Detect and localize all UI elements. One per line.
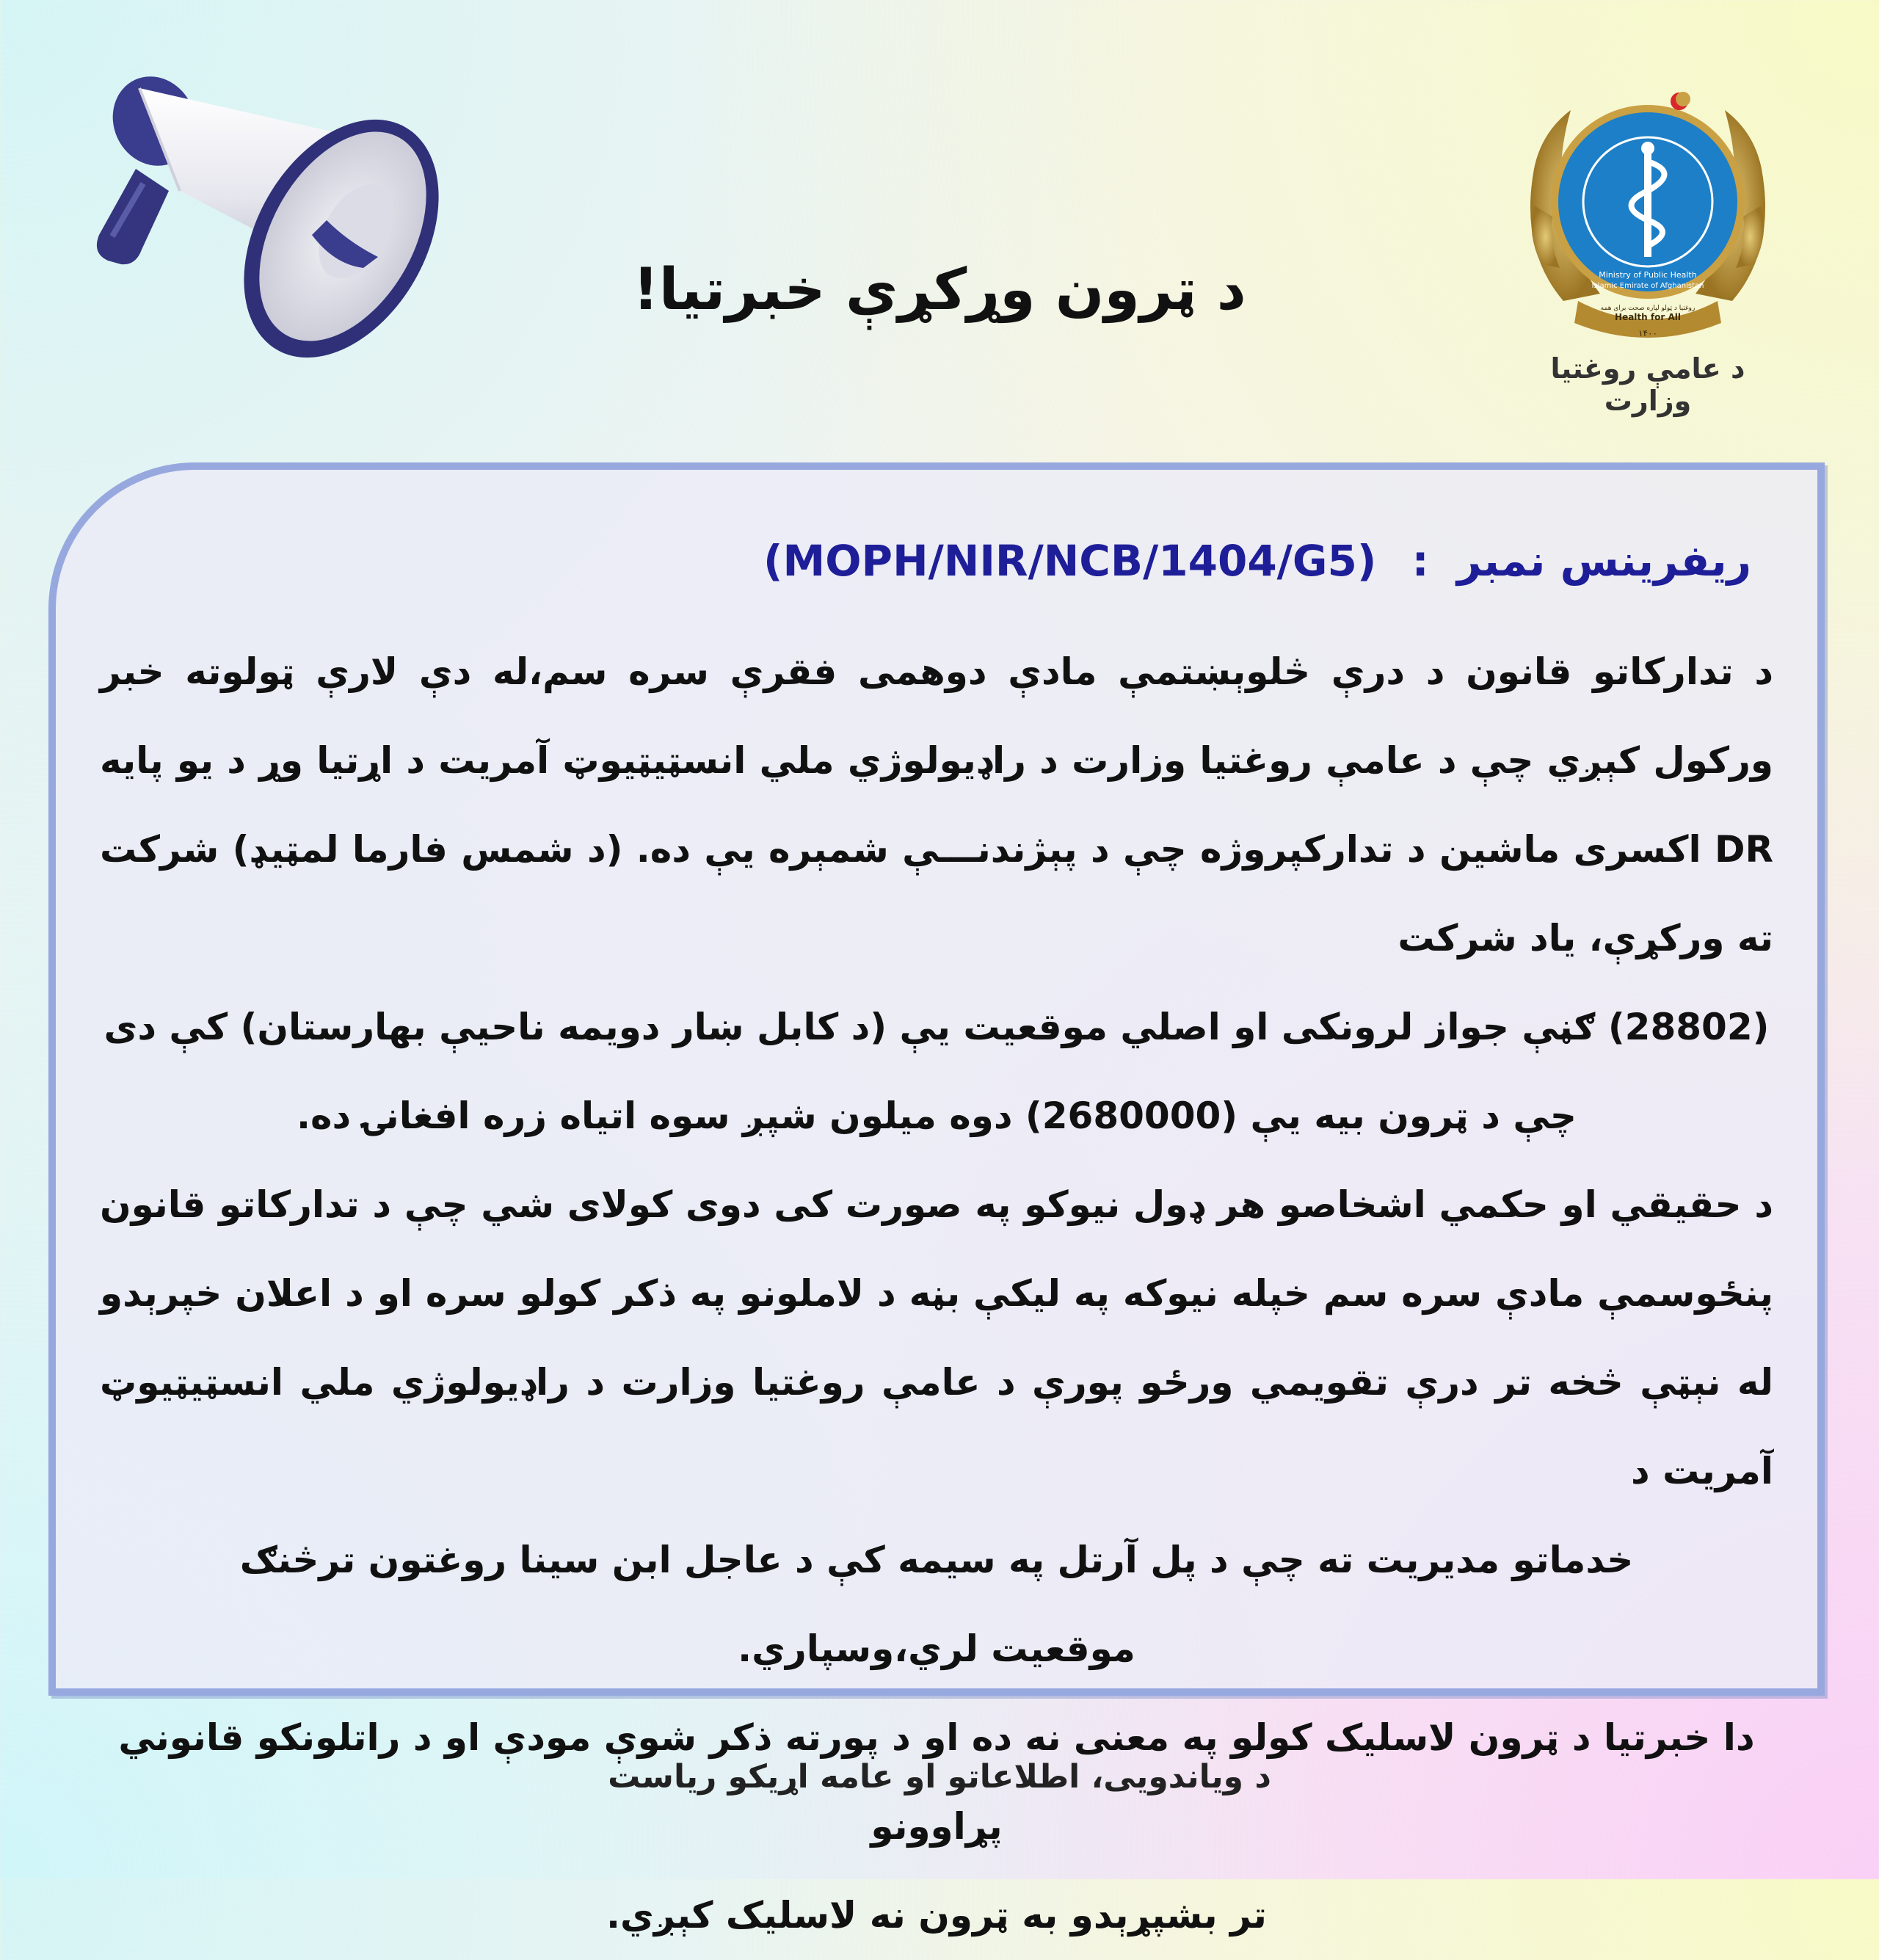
notice-paragraph-office: خدماتو مدیریت ته چې د پل آرتل په سیمه کې د عاجل ابن سینا روغتون ترڅنګ [239,1539,1634,1581]
footer-department: د ویاندویی، اطلاعاتو او عامه اړیکو ریاست [608,1758,1271,1796]
notice-paragraph-location: موقعیت لري،وسپاري. [738,1627,1135,1670]
megaphone-icon [70,44,466,382]
notice-paragraph-award: د تدارکاتو قانون د درې څلوېښتمې مادې دوهمی فقرې سره سم،له دې لارې ټولوته خبر ورکول کېږي چې د عامې روغتیا وزارت د راډیولوژي ملي انسټیټیوټ آمریت د اړتیا وړ د یو پایه DR اکسری ماشین د تدارکپروژه چې د پېژندنـــې شمېره یې ده. (د شمس فارما لمټیډ) شرکت ته ورکړې، یاد شرکت [100,650,1773,959]
reference-number [763,536,1751,586]
notice-paragraph-license: (28802) ګڼې جواز لرونکی او اصلي موقعیت یې (د کابل ښار دویمه ناحیې بهارستان) کې دی [103,1006,1770,1048]
emblem-year: ۱۴۰۰ [1638,328,1657,338]
emblem-english-sub: Islamic Emirate of Afghanistan [1591,282,1704,290]
emblem-motto-native: روغتیا د ټولو لپاره صحت برای همه [1600,305,1696,312]
notice-paragraph-price: چې د ټرون بیه یې (2680000) دوه میلون شپږ سوه اتیاه زره افغانۍ ده. [297,1095,1577,1137]
ministry-caption: د عامې روغتیا وزارت [1550,352,1745,417]
reference-label: ریفرینس نمبر [1456,536,1751,586]
page-title: د ټرون وړکړې خبرتیا! [633,257,1246,323]
emblem-motto-english: Health for All [1615,312,1681,322]
notice-paragraph-objection: د حقیقي او حکمي اشخاصو هر ډول نیوکو په صورت کی دوی کولای شي چې د تدارکاتو قانون پنځوسمې مادې سره سم خپله نیوکه په لیکې بڼه د لاملونو په ذکر کولو سره او د اعلان خپرېدو له نېټې څخه تر درې تقویمي ورځو پورې د عامې روغتیا وزارت د راډیولوژي ملي انسټیټیوټ آمریت د [100,1183,1773,1492]
ministry-emblem-icon [1512,81,1784,352]
reference-separator: : [1411,536,1429,586]
notice-paragraph-disclaimer-end: تر بشپړېدو به ټرون نه لاسلیک کېږي. [606,1894,1267,1937]
reference-code: (MOPH/NIR/NCB/1404/G5) [763,536,1377,586]
notice-paragraph-disclaimer: دا خبرتیا د ټرون لاسلیک کولو په معنی نه ده او د پورته ذکر شوې مودې او د راتلونکو قانوني پړاوونو [118,1716,1755,1848]
emblem-english-name: Ministry of Public Health [1599,270,1697,280]
